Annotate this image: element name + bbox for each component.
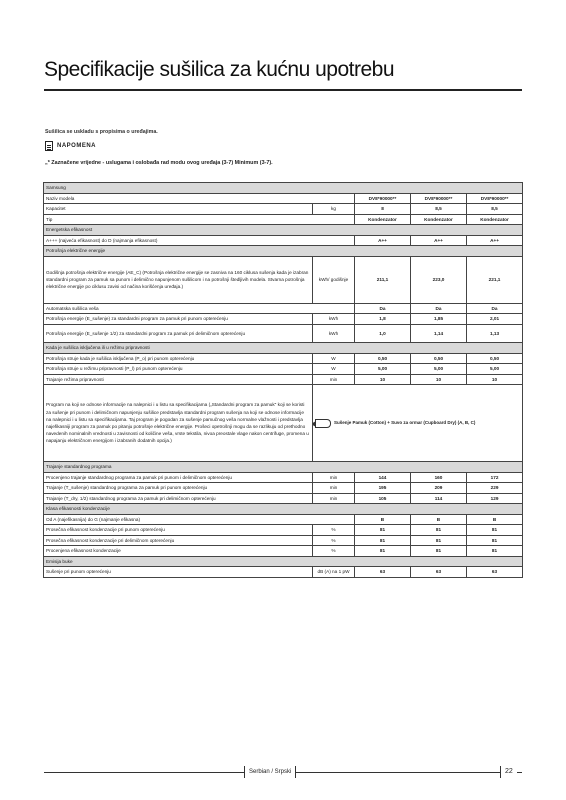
row-label: Potrošnja energije (E_sušenje 1/2) za standardni program za pamuk pri delimičnom opterećenju (44, 324, 313, 343)
row-value: 10 (411, 374, 467, 385)
row-value: 81 (467, 546, 523, 557)
row-unit: kWh/ godišnje (313, 256, 355, 303)
specifications-table (43, 182, 523, 578)
row-value: 0,50 (355, 353, 411, 364)
row-value: 8,5 (467, 204, 523, 215)
energy-class-row (44, 235, 523, 246)
row-unit: kWh (313, 324, 355, 343)
note-heading (45, 140, 96, 152)
section-row (44, 225, 523, 236)
section-row (44, 343, 523, 354)
row-value: 8,5 (411, 204, 467, 215)
row-value: A++ (355, 235, 411, 246)
row-value: Da (355, 303, 411, 314)
row-unit: min (313, 374, 355, 385)
row-value: 81 (355, 546, 411, 557)
weighted-time-row (44, 472, 523, 483)
page-number: 22 (500, 766, 517, 778)
partial-load-energy-row (44, 324, 523, 343)
row-value: B (467, 514, 523, 525)
row-value: 211,1 (355, 256, 411, 303)
row-unit: % (313, 535, 355, 546)
row-label: Godišnja potrošnja električne energije (AE_C) (Potrošnja električne energije se zasniva na 160 ciklusa sušenja kada je izabran standardni program za pamuk sa punom i delimično napunjenom sušilicom i na potrošnji štedljivih modela. Stvarna potrošnja električne energije po ciklusu zavisi od načina korišćenja uređaja.) (44, 256, 313, 303)
row-value: 129 (467, 493, 523, 504)
row-value: 10 (467, 374, 523, 385)
standby-duration-row (44, 374, 523, 385)
section-row (44, 246, 523, 257)
row-value: Kondenzator (467, 214, 523, 225)
full-load-energy-row (44, 314, 523, 325)
model-row (44, 193, 523, 204)
row-value: 5,00 (411, 364, 467, 375)
row-value: 2,01 (467, 314, 523, 325)
row-unit: min (313, 483, 355, 494)
row-value: 8 (355, 204, 411, 215)
note-icon (45, 141, 53, 151)
row-unit: W (313, 353, 355, 364)
row-value: 63 (467, 567, 523, 578)
row-label: Procenjeno trajanje standardnog programa za pamuk pri punom i delimičnom opterećenju (44, 472, 313, 483)
row-value: 5,00 (467, 364, 523, 375)
program-note-cell (313, 385, 523, 462)
row-unit: dB (A) na 1 pW (313, 567, 355, 578)
left-on-row (44, 364, 523, 375)
note-label: NAPOMENA (57, 143, 97, 149)
section-heading: Energetska efikasnost (44, 225, 523, 236)
row-label: Prosečna efikasnost kondenzacije pri punom opterećenju (44, 525, 313, 536)
row-value: Kondenzator (355, 214, 411, 225)
row-value: 10 (355, 374, 411, 385)
row-label: A+++ (najveća efikasnost) do D (najmanja efikasnost) (44, 235, 355, 246)
row-unit: % (313, 525, 355, 536)
section-heading: Trajanje standardnog programa (44, 462, 523, 473)
title-divider (44, 89, 522, 91)
row-unit: kg (313, 204, 355, 215)
partial-time-row (44, 493, 523, 504)
row-value: 1,8 (355, 314, 411, 325)
row-value: 160 (411, 472, 467, 483)
row-value: A++ (467, 235, 523, 246)
section-heading: Kada je sušilica isključena ili u režimu pripravnosti (44, 343, 523, 354)
capacity-row (44, 204, 523, 215)
row-value: 63 (355, 567, 411, 578)
section-heading: Emisija buke (44, 556, 523, 567)
program-description: Program na koji se odnose informacije na nalepnici i u listu sa specifikacijama („Standardni program za pamuk“ koji se koristi za sušenje pri punom i delimičnom napunjenju sušilice predstavlja standardni program sušenja na koji se odnose informacije na nalepnici i u listu sa specifikacijama. Taj program je pogodan za sušenje pamučnog veša normalne vlažnosti i predstavlja najefikasniji program za pamuk po pitanju potrošnje električne energije. Prošeci opetrošnji mogu da se razlikuju od prethodno navedenih nominalnih vrednosti u zavisnosti od količine veša, vrste tekstila, nivoa preostale vlage nakon centrifuge, promena u napajanju električnom energijom i izabranih dodatnih opcija.) (44, 385, 313, 462)
row-value: 209 (411, 483, 467, 494)
row-value: 81 (355, 525, 411, 536)
section-heading: Klasa efikasnosti kondenzacije (44, 504, 523, 515)
full-time-row (44, 483, 523, 494)
off-mode-row (44, 353, 523, 364)
row-value: 81 (355, 535, 411, 546)
section-row (44, 556, 523, 567)
row-value: 223,0 (411, 256, 467, 303)
footer-language: Serbian / Srpski (244, 766, 296, 778)
row-value: B (355, 514, 411, 525)
row-value: 1,85 (411, 314, 467, 325)
condensation-class-row (44, 514, 523, 525)
condensation-full-row (44, 525, 523, 536)
model-label: Naziv modela (44, 193, 355, 204)
row-label: Tip (44, 214, 355, 225)
section-heading: Potrošnja električne energije (44, 246, 523, 257)
row-value: 81 (411, 535, 467, 546)
row-label: Trajanje (T_dry, 1/2) standardnog programa za pamuk pri delimičnom opterećenju (44, 493, 313, 504)
row-value: 81 (467, 525, 523, 536)
row-value: 81 (411, 525, 467, 536)
model-1: DV8*90000** (355, 193, 411, 204)
automatic-row (44, 303, 523, 314)
row-label: Automatska sušilica veša (44, 303, 355, 314)
row-unit: kWh (313, 314, 355, 325)
row-label: Potrošnja energije (E_sušenje) za standardni program za pamuk pri punom opterećenju (44, 314, 313, 325)
page-title: Specifikacije sušilica za kućnu upotrebu (44, 58, 395, 81)
row-label: Potrošnja struje kada je sušilica isključena (P_o) pri punom opterećenju (44, 353, 313, 364)
row-value: 172 (467, 472, 523, 483)
brand-row (44, 183, 523, 194)
section-row (44, 462, 523, 473)
row-value: 1,0 (355, 324, 411, 343)
row-value: Kondenzator (411, 214, 467, 225)
row-label: Procenjena efikasnost kondenzacije (44, 546, 313, 557)
row-label: Trajanje režima pripravnosti (44, 374, 313, 385)
row-value: 0,50 (467, 353, 523, 364)
row-label: Sušenje pri punom opterećenju (44, 567, 313, 578)
row-unit: % (313, 546, 355, 557)
row-value: A++ (411, 235, 467, 246)
noise-row (44, 567, 523, 578)
row-value: 221,1 (467, 256, 523, 303)
row-value: Da (467, 303, 523, 314)
row-label: Potrošnja struje u režimu pripravnosti (P_l) pri punom opterećenju (44, 364, 313, 375)
model-2: DV8*90000** (411, 193, 467, 204)
row-value: 1,14 (411, 324, 467, 343)
row-label: Trajanje (T_sušenje) standardnog programa za pamuk pri punom opterećenju (44, 483, 313, 494)
row-value: Da (411, 303, 467, 314)
row-value: 63 (411, 567, 467, 578)
section-row (44, 504, 523, 515)
row-unit: min (313, 472, 355, 483)
row-unit: W (313, 364, 355, 375)
row-value: 1,13 (467, 324, 523, 343)
program-arrow-icon (315, 419, 331, 428)
row-label: Kapacitet (44, 204, 313, 215)
row-value: B (411, 514, 467, 525)
type-row (44, 214, 523, 225)
row-value: 81 (467, 535, 523, 546)
row-value: 81 (411, 546, 467, 557)
intro-text: Sušilica se uskladu s propisima o uređajima. (45, 129, 158, 135)
row-value: 105 (355, 493, 411, 504)
condensation-weighted-row (44, 546, 523, 557)
row-unit: min (313, 493, 355, 504)
program-note (315, 419, 520, 428)
row-value: 114 (411, 493, 467, 504)
standard-program-row (44, 385, 523, 462)
row-value: 195 (355, 483, 411, 494)
row-label: Od A (najefikasnija) do G (najmanje efikasna) (44, 514, 355, 525)
brand-cell: Samsung (44, 183, 523, 194)
program-note-text: Sušenje Pamuk (Cotton) + Suvo za ormar (Cupboard Dry) (A, B, C) (334, 419, 476, 425)
row-label: Prosečna efikasnost kondenzacije pri delimičnom opterećenju (44, 535, 313, 546)
condensation-partial-row (44, 535, 523, 546)
annual-consumption-row (44, 256, 523, 303)
model-3: DV8*90000** (467, 193, 523, 204)
row-value: 0,50 (411, 353, 467, 364)
row-value: 144 (355, 472, 411, 483)
row-value: 229 (467, 483, 523, 494)
note-text: „* Zaznačene vrijedne - uslugama i oslobađa rad modu ovog uređaja (3-7) Minimum (3-7). (45, 160, 273, 166)
row-value: 5,00 (355, 364, 411, 375)
